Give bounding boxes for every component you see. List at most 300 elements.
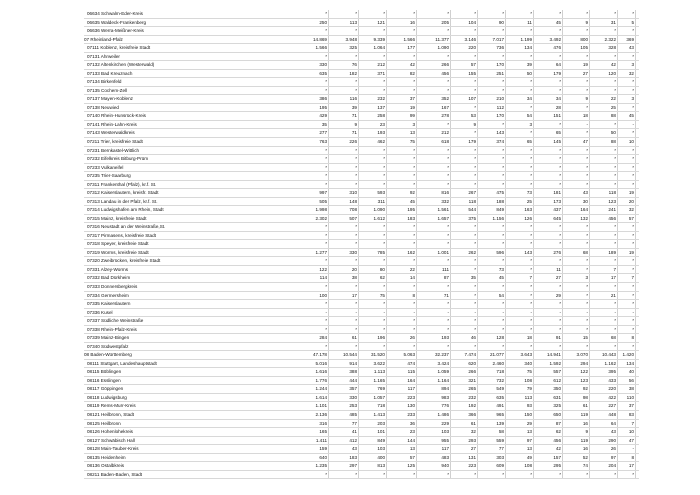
cell-col6: 192 [468, 403, 476, 409]
cell-col2: 226 [349, 138, 357, 144]
row-label: 07338 Rhein-Pfalz-Kreis [87, 326, 137, 332]
column-divider [416, 317, 417, 325]
column-divider [416, 360, 417, 368]
cell-col12: * [632, 173, 634, 179]
cell-col8: 134 [524, 45, 532, 51]
cell-col10: 9 [585, 19, 588, 25]
cell-col8: * [530, 284, 532, 289]
cell-col3: 1.064 [373, 45, 385, 51]
cell-col3: 769 [377, 386, 385, 392]
cell-col12: * [632, 301, 634, 307]
column-divider [416, 257, 417, 265]
cell-col3: 196 [377, 335, 385, 341]
row-label: 08135 Heidenheim [87, 454, 126, 460]
cell-col1: 159 [319, 446, 327, 452]
cell-col8: * [530, 28, 532, 34]
cell-col11: * [614, 121, 616, 127]
table-row [84, 164, 639, 173]
column-divider [416, 36, 417, 44]
cell-col1: 429 [319, 113, 327, 119]
cell-col8: 13 [526, 429, 532, 435]
cell-col1: * [325, 301, 327, 307]
cell-col4: 177 [407, 45, 415, 51]
cell-col4: 22 [409, 266, 415, 272]
table-row [84, 138, 639, 147]
cell-col7: 251 [496, 70, 504, 76]
cell-col8: 163 [524, 207, 532, 213]
cell-col3: 1.090 [373, 207, 385, 213]
row-label: 07317 Pirmasens, kreisfreie Stadt [87, 232, 156, 238]
cell-col3: * [383, 326, 385, 332]
cell-col9: 29 [555, 292, 561, 298]
cell-col9: * [559, 284, 561, 289]
cell-col1: 2.136 [315, 411, 327, 417]
cell-col4: 125 [407, 463, 415, 469]
cell-col5: 32.237 [434, 352, 449, 358]
cell-col10: * [586, 79, 588, 85]
cell-col3: 62 [379, 275, 385, 281]
cell-col5: 103 [441, 429, 449, 435]
cell-col2: 71 [351, 130, 357, 136]
cell-col5: 1.001 [437, 249, 449, 255]
cell-col12: * [632, 343, 634, 349]
cell-col2: 10.544 [342, 352, 357, 358]
cell-col1: 5.016 [315, 360, 327, 366]
cell-col8: 29 [526, 420, 532, 426]
cell-col9: 173 [553, 198, 561, 204]
cell-col4: 75 [409, 138, 415, 144]
cell-col12: 32 [628, 207, 634, 213]
cell-col6: 293 [468, 437, 476, 443]
cell-col9: 437 [553, 207, 561, 213]
cell-col1: 1.101 [315, 403, 327, 409]
cell-col3: 1.413 [373, 411, 385, 417]
cell-col3: * [383, 224, 385, 230]
column-divider [416, 385, 417, 393]
table-row [84, 326, 639, 335]
cell-col12: 134 [626, 360, 634, 366]
cell-col6: * [474, 471, 476, 477]
cell-col8: 150 [524, 411, 532, 417]
cell-col5: 618 [441, 138, 449, 144]
cell-col9: * [559, 11, 561, 16]
cell-col7: 73 [498, 266, 504, 272]
column-divider [635, 266, 636, 274]
cell-col5: 3.424 [437, 360, 449, 366]
column-divider [635, 232, 636, 240]
cell-col7: 718 [496, 369, 504, 375]
cell-col4: * [413, 471, 415, 477]
cell-col6: 57 [470, 62, 476, 68]
table-row [84, 402, 639, 411]
cell-col8: * [530, 104, 532, 110]
cell-col1: - [325, 309, 327, 315]
cell-col7: 849 [496, 207, 504, 213]
row-label: 08125 Heilbronn [87, 420, 121, 426]
table-row [84, 274, 639, 283]
cell-col1: * [325, 156, 327, 162]
cell-col7: 54 [498, 292, 504, 298]
cell-col5: 983 [441, 394, 449, 400]
column-divider [416, 420, 417, 428]
cell-col2: 39 [351, 104, 357, 110]
cell-col12: 7 [631, 275, 634, 281]
cell-col1: * [325, 224, 327, 230]
cell-col9: 91 [555, 335, 561, 341]
cell-col11: 241 [608, 207, 616, 213]
cell-col9: * [559, 121, 561, 127]
cell-col5: * [447, 173, 449, 179]
cell-col5: 1.164 [437, 377, 449, 383]
cell-col4: 162 [407, 249, 415, 255]
cell-col11: * [614, 232, 616, 238]
cell-col7: * [502, 301, 504, 307]
cell-col6: * [474, 241, 476, 247]
cell-col10: 800 [580, 36, 588, 42]
cell-col10: * [586, 156, 588, 162]
cell-col12: * [632, 284, 634, 289]
cell-col3: 121 [377, 19, 385, 25]
cell-col9: * [559, 87, 561, 93]
cell-col4: * [413, 232, 415, 238]
cell-col2: * [355, 318, 357, 324]
row-label: 07143 Westerwaldkreis [87, 130, 135, 136]
cell-col8: 3.643 [520, 352, 532, 358]
cell-col2: 61 [351, 335, 357, 341]
cell-col1: 1.998 [315, 207, 327, 213]
cell-col4: 474 [407, 360, 415, 366]
column-divider [416, 155, 417, 163]
cell-col1: 1.616 [315, 369, 327, 375]
cell-col2: 148 [349, 198, 357, 204]
cell-col12: 19 [628, 249, 634, 255]
row-label: 07333 Donnersbergkreis [87, 284, 138, 289]
cell-col2: 507 [349, 215, 357, 221]
cell-col12: 3 [631, 62, 634, 68]
column-divider [635, 164, 636, 172]
cell-col10: * [586, 164, 588, 170]
cell-col1: 195 [319, 104, 327, 110]
cell-col11: 328 [608, 45, 616, 51]
row-label: 07132 Altenkirchen (Westerwald) [87, 62, 155, 68]
cell-col12: 10 [628, 138, 634, 144]
column-divider [635, 249, 636, 257]
column-divider [416, 351, 417, 359]
cell-col6: 620 [468, 360, 476, 366]
cell-col11: 1.162 [604, 360, 616, 366]
cell-col12: 43 [628, 45, 634, 51]
cell-col9: * [559, 224, 561, 230]
cell-col7: 210 [496, 96, 504, 102]
cell-col10: * [586, 343, 588, 349]
cell-col6: 220 [468, 45, 476, 51]
cell-col10: 123 [580, 377, 588, 383]
table-row [84, 471, 639, 480]
cell-col10: 132 [580, 215, 588, 221]
cell-col6: 32 [470, 429, 476, 435]
cell-col3: 813 [377, 463, 385, 469]
table-row [84, 249, 639, 258]
cell-col11: 31 [610, 19, 616, 25]
column-divider [416, 121, 417, 129]
cell-col1: 635 [319, 70, 327, 76]
cell-col8: 7 [529, 275, 532, 281]
cell-col5: * [447, 232, 449, 238]
cell-col9: * [559, 156, 561, 162]
column-divider [635, 78, 636, 86]
cell-col11: * [614, 79, 616, 85]
cell-col4: * [413, 284, 415, 289]
cell-col11: * [614, 28, 616, 34]
cell-col6: - [474, 309, 476, 315]
cell-col9: * [559, 471, 561, 477]
statistics-table [84, 10, 639, 479]
column-divider [635, 402, 636, 410]
cell-col5: 483 [441, 454, 449, 460]
column-divider [635, 445, 636, 453]
column-divider [635, 36, 636, 44]
cell-col3: 103 [377, 446, 385, 452]
column-divider [635, 343, 636, 351]
cell-col6: 27 [470, 446, 476, 452]
row-label: 08115 Böblingen [87, 369, 122, 375]
cell-col5: 193 [441, 335, 449, 341]
cell-col5: 1.486 [437, 411, 449, 417]
row-label: 07319 Worms, kreisfreie Stadt [87, 249, 149, 255]
cell-col11: * [614, 471, 616, 477]
cell-col11: 21 [610, 292, 616, 298]
cell-col5: 87 [443, 275, 449, 281]
column-divider [416, 266, 417, 274]
cell-col8: * [530, 241, 532, 247]
cell-col7: * [502, 224, 504, 230]
cell-col4: 144 [407, 437, 415, 443]
cell-col9: 65 [555, 130, 561, 136]
row-label: 07320 Zweibrücken, kreisfreie Stadt [87, 258, 161, 264]
cell-col2: 17 [351, 292, 357, 298]
cell-col6: 232 [468, 394, 476, 400]
cell-col7: 732 [496, 377, 504, 383]
cell-col8: 97 [526, 437, 532, 443]
cell-col4: * [413, 164, 415, 170]
table-row [84, 317, 639, 326]
cell-col11: 120 [608, 70, 616, 76]
cell-col1: * [325, 258, 327, 264]
column-divider [635, 138, 636, 146]
cell-col3: 1.165 [373, 377, 385, 383]
cell-col8: 126 [524, 215, 532, 221]
table-row [84, 172, 639, 181]
table-row [84, 411, 639, 420]
cell-col10: 52 [582, 454, 588, 460]
cell-col8: * [530, 301, 532, 307]
cell-col8: 1.199 [520, 36, 532, 42]
cell-col6: 366 [468, 411, 476, 417]
column-divider [635, 223, 636, 231]
cell-col6: * [474, 224, 476, 230]
cell-col12: 8 [631, 335, 634, 341]
cell-col6: * [474, 79, 476, 85]
cell-col8: - [530, 309, 532, 315]
column-divider [416, 428, 417, 436]
cell-col8: * [530, 11, 532, 16]
row-label: 07131 Ahrweiler [87, 53, 120, 59]
cell-col5: * [447, 284, 449, 289]
cell-col3: 400 [377, 454, 385, 460]
cell-col5: 352 [441, 96, 449, 102]
cell-col5: * [447, 121, 449, 127]
cell-col4: 42 [409, 62, 415, 68]
cell-col12: 17 [628, 463, 634, 469]
cell-col8: 75 [526, 369, 532, 375]
cell-col2: * [355, 284, 357, 289]
column-divider [416, 437, 417, 445]
column-divider [416, 129, 417, 137]
cell-col6: 35 [470, 275, 476, 281]
cell-col6: 262 [468, 249, 476, 255]
cell-col7: * [502, 258, 504, 264]
cell-col1: 1.244 [315, 386, 327, 392]
cell-col5: 1.657 [437, 215, 449, 221]
cell-col11: 422 [608, 394, 616, 400]
cell-col7: 139 [496, 420, 504, 426]
cell-col11: 290 [608, 437, 616, 443]
cell-col2: 330 [349, 394, 357, 400]
cell-col3: * [383, 53, 385, 59]
cell-col10: 164 [580, 207, 588, 213]
column-divider [416, 377, 417, 385]
cell-col9: 3.492 [549, 36, 561, 42]
cell-col12: 40 [628, 369, 634, 375]
cell-col7: 559 [496, 437, 504, 443]
cell-col10: * [586, 53, 588, 59]
cell-col5: * [447, 164, 449, 170]
cell-col3: 101 [377, 429, 385, 435]
cell-col6: * [474, 326, 476, 332]
table-row [84, 27, 639, 36]
row-label: 07312 Kaiserslautern, kreisfr. Stadt [87, 190, 159, 196]
row-label: 07313 Landau in der Pfalz, kr.f. St. [87, 198, 158, 204]
cell-col10: 19 [582, 62, 588, 68]
column-divider [416, 223, 417, 231]
cell-col11: 118 [608, 190, 616, 196]
cell-col9: 645 [553, 215, 561, 221]
column-divider [635, 411, 636, 419]
cell-col9: 181 [553, 190, 561, 196]
cell-col3: * [383, 164, 385, 170]
cell-col10: 74 [582, 463, 588, 469]
cell-col1: * [325, 318, 327, 324]
cell-col1: 1.411 [315, 437, 327, 443]
cell-col5: 167 [441, 104, 449, 110]
row-label: 06634 Schwalm-Eder-Kreis [87, 11, 143, 16]
cell-col6: 223 [468, 463, 476, 469]
cell-col6: 544 [468, 207, 476, 213]
cell-col8: 50 [526, 70, 532, 76]
cell-col11: 22 [610, 96, 616, 102]
row-label: 07315 Mainz, kreisfreie Stadt [87, 215, 147, 221]
cell-col6: * [474, 181, 476, 187]
row-label: 07334 Germersheim [87, 292, 129, 298]
cell-col11: 17 [610, 275, 616, 281]
cell-col2: 412 [349, 437, 357, 443]
row-label: 07140 Rhein-Hunsrück-Kreis [87, 113, 146, 119]
cell-col2: * [355, 173, 357, 179]
cell-col5: 278 [441, 113, 449, 119]
cell-col10: 9 [585, 96, 588, 102]
cell-col8: 3 [529, 121, 532, 127]
cell-col4: 92 [409, 190, 415, 196]
cell-col6: * [474, 232, 476, 238]
column-divider [416, 445, 417, 453]
column-divider [635, 385, 636, 393]
cell-col3: * [383, 471, 385, 477]
row-label: 07235 Trier-Saarburg [87, 173, 131, 179]
cell-col11: 88 [610, 113, 616, 119]
cell-col10: * [586, 241, 588, 247]
cell-col12: 32 [628, 70, 634, 76]
cell-col12: - [632, 309, 634, 315]
column-divider [416, 53, 417, 61]
cell-col6: * [474, 87, 476, 93]
cell-col11: 50 [610, 130, 616, 136]
column-divider [416, 368, 417, 376]
cell-col9: * [559, 28, 561, 34]
row-label: 07137 Mayen-Koblenz [87, 96, 133, 102]
cell-col11: 64 [610, 420, 616, 426]
cell-col3: * [383, 241, 385, 247]
cell-col4: * [413, 343, 415, 349]
cell-col12: 8 [631, 454, 634, 460]
table-row [84, 445, 639, 454]
cell-col9: * [559, 232, 561, 238]
cell-col8: 79 [526, 386, 532, 392]
cell-col2: * [355, 156, 357, 162]
cell-col1: * [325, 241, 327, 247]
cell-col9: 1.592 [549, 360, 561, 366]
cell-col4: 23 [409, 429, 415, 435]
cell-col2: * [355, 11, 357, 16]
column-divider [635, 27, 636, 35]
cell-col3: 718 [377, 403, 385, 409]
row-label: 07314 Ludwigshafen am Rhein, Stadt [87, 207, 164, 213]
cell-col5: 1.059 [437, 369, 449, 375]
table-row [84, 78, 639, 87]
row-label: 07339 Mainz-Bingen [87, 335, 130, 341]
cell-col3: * [383, 258, 385, 264]
cell-col2: 914 [349, 360, 357, 366]
cell-col7: 549 [496, 386, 504, 392]
cell-col3: 75 [379, 292, 385, 298]
column-divider [416, 334, 417, 342]
column-divider [416, 61, 417, 69]
cell-col1: * [325, 343, 327, 349]
cell-col9: 27 [555, 275, 561, 281]
cell-col9: * [559, 343, 561, 349]
cell-col2: 297 [349, 463, 357, 469]
column-divider [635, 147, 636, 155]
cell-col7: 2.460 [492, 360, 504, 366]
cell-col4: 57 [409, 454, 415, 460]
cell-col3: 9.339 [373, 36, 385, 42]
row-label: 07336 Kusel [87, 309, 113, 315]
cell-col3: * [383, 79, 385, 85]
cell-col8: 108 [524, 463, 532, 469]
cell-col8: * [530, 326, 532, 332]
cell-col1: * [325, 79, 327, 85]
row-label: 08111 Stuttgart, Landeshauptstadt [87, 360, 157, 366]
cell-col10: * [586, 292, 588, 298]
